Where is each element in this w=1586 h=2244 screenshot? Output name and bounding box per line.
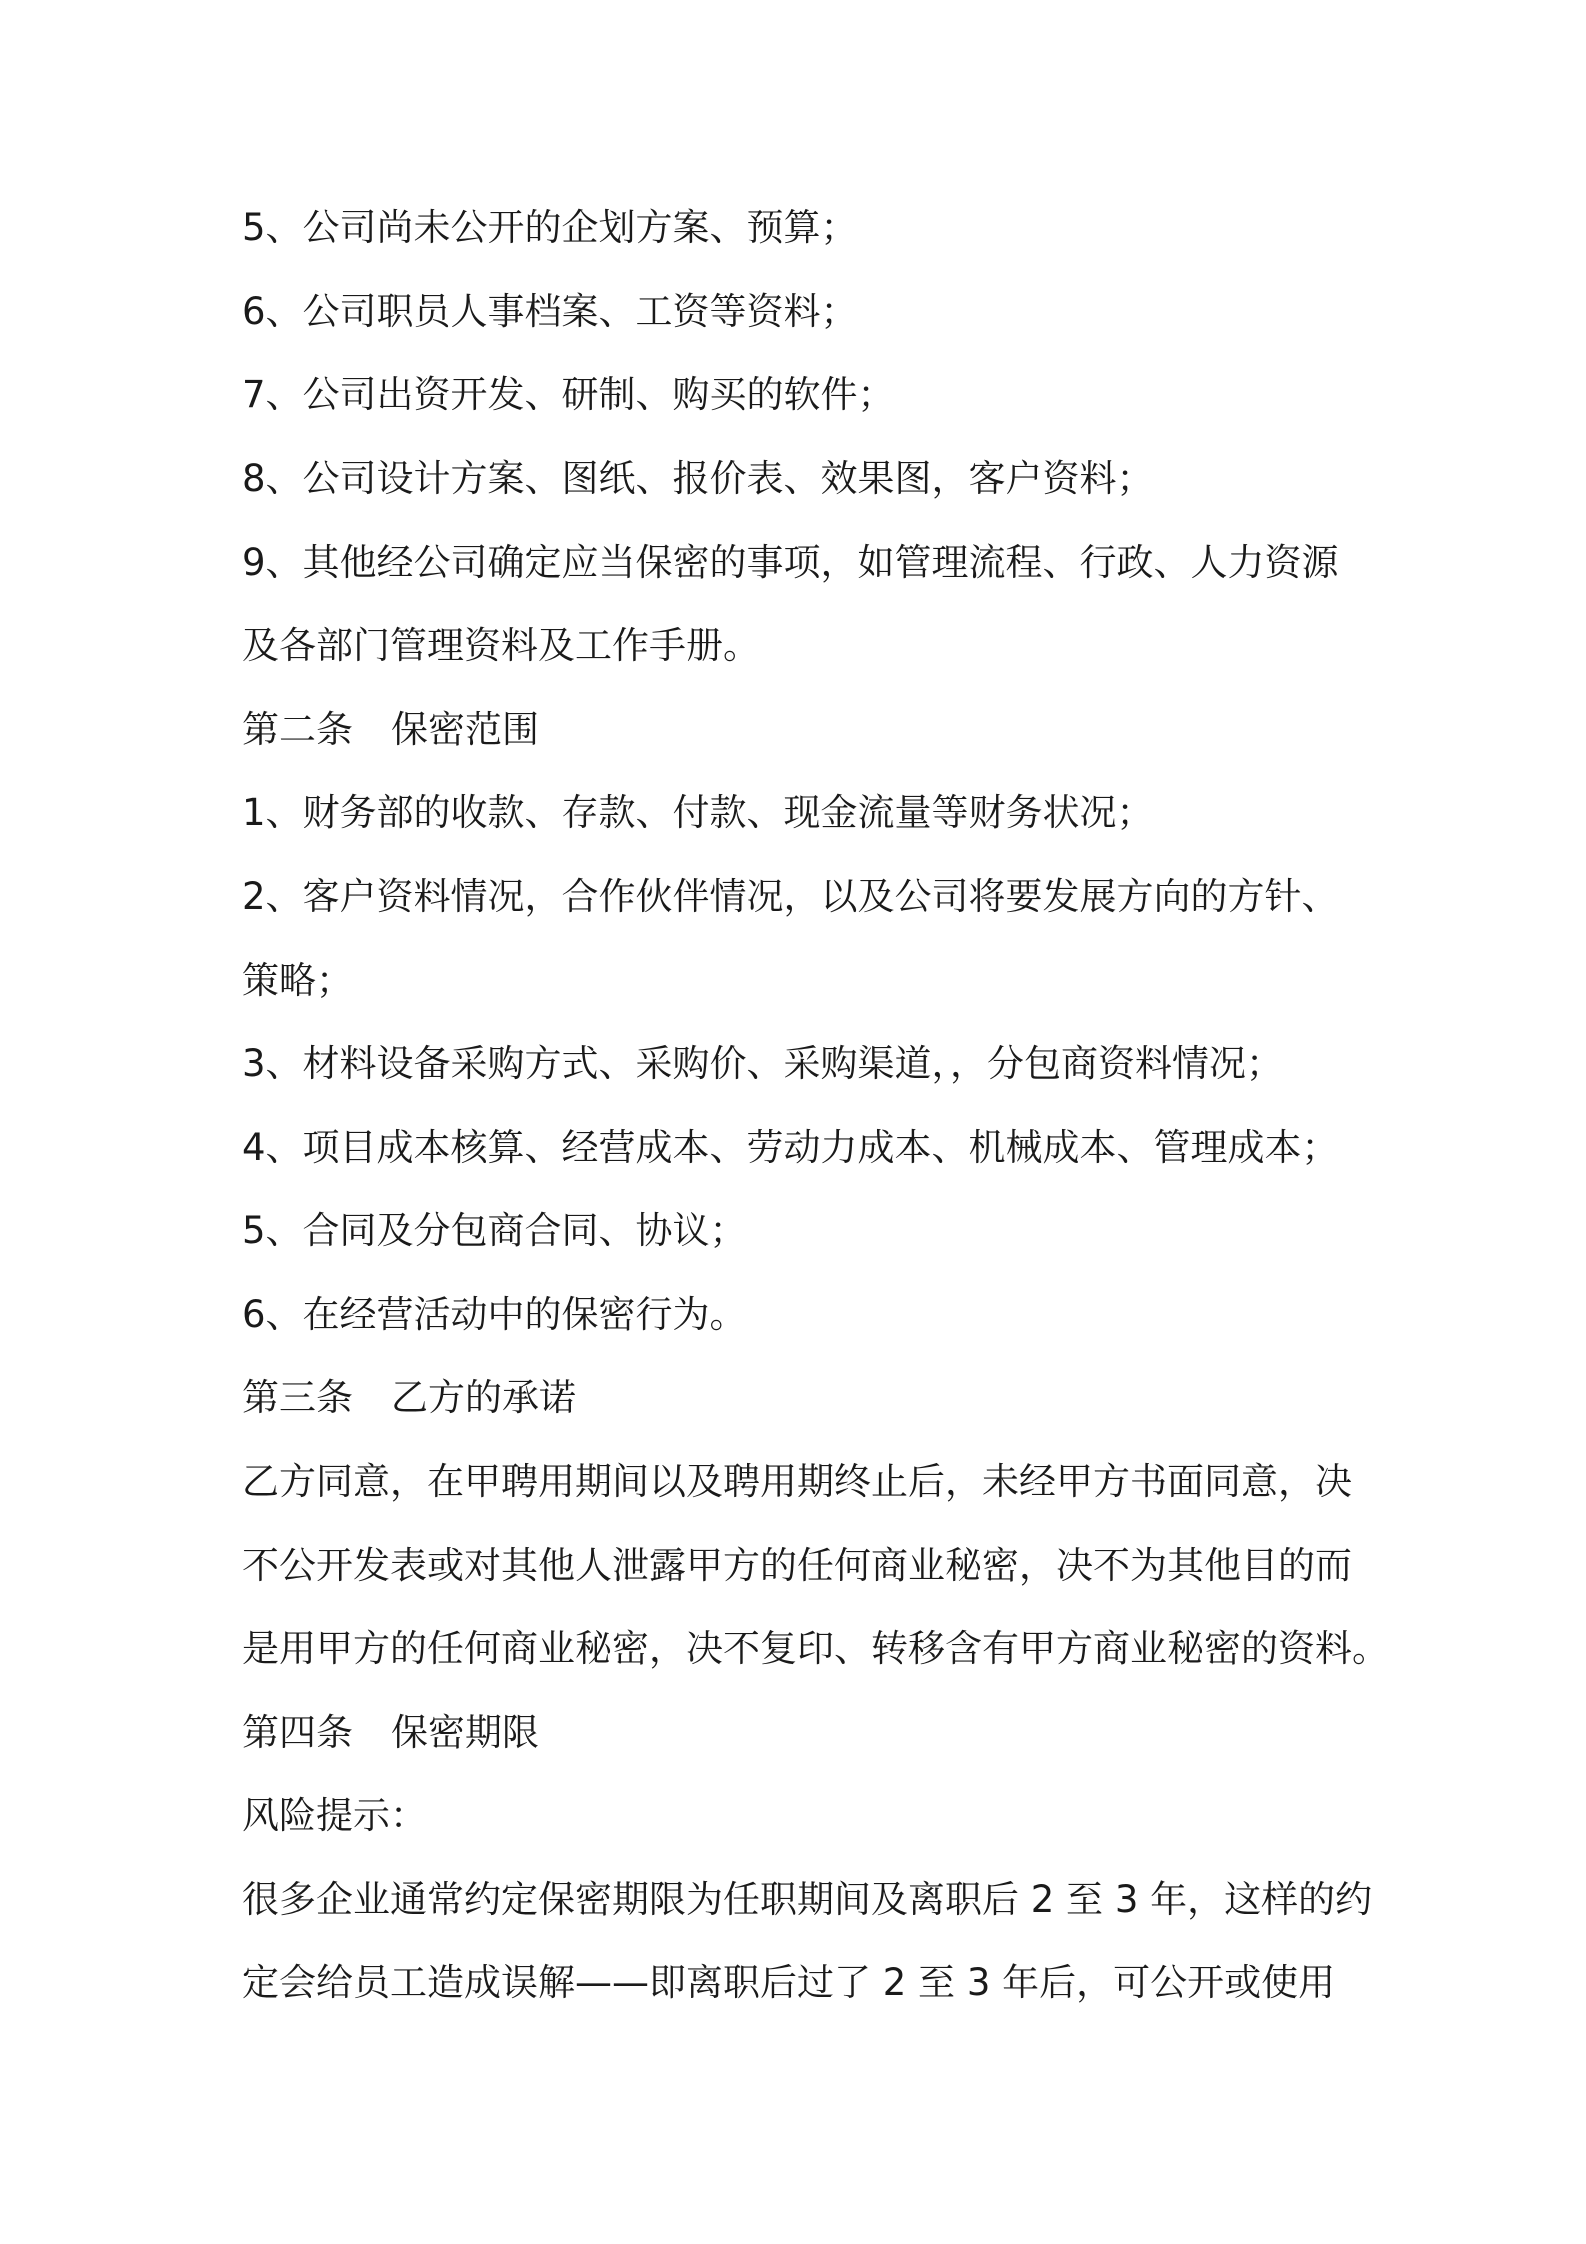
paragraph-line: 定会给员工造成误解——即离职后过了 2 至 3 年后，可公开或使用 xyxy=(242,1961,1336,2004)
list-item: 5、公司尚未公开的企划方案、预算； xyxy=(242,206,858,249)
paragraph-line: 很多企业通常约定保密期限为任职期间及离职后 2 至 3 年，这样的约 xyxy=(242,1878,1373,1921)
article-number: 第三条 xyxy=(242,1376,353,1419)
article-3-heading xyxy=(242,1375,1362,1421)
article-4-heading xyxy=(242,1710,1362,1756)
article-2-heading xyxy=(242,707,1362,753)
list-item: 8、公司设计方案、图纸、报价表、效果图，客户资料； xyxy=(242,457,1154,500)
article-number: 第四条 xyxy=(242,1711,353,1754)
list-item-continuation: 及各部门管理资料及工作手册。 xyxy=(242,624,760,667)
risk-label: 风险提示： xyxy=(242,1794,427,1837)
list-item: 5、合同及分包商合同、协议； xyxy=(242,1209,747,1252)
article-title: 保密期限 xyxy=(391,1711,539,1754)
list-item: 4、项目成本核算、经营成本、劳动力成本、机械成本、管理成本； xyxy=(242,1126,1339,1169)
list-item: 1、财务部的收款、存款、付款、现金流量等财务状况； xyxy=(242,791,1154,834)
article-number: 第二条 xyxy=(242,708,353,751)
list-item: 9、其他经公司确定应当保密的事项，如管理流程、行政、人力资源 xyxy=(242,541,1339,584)
paragraph-line: 是用甲方的任何商业秘密，决不复印、转移含有甲方商业秘密的资料。 xyxy=(242,1627,1389,1670)
article-title: 乙方的承诺 xyxy=(391,1376,576,1419)
list-item: 2、客户资料情况，合作伙伴情况，以及公司将要发展方向的方针、 xyxy=(242,875,1339,918)
paragraph-line: 乙方同意，在甲聘用期间以及聘用期终止后，未经甲方书面同意，决 xyxy=(242,1460,1352,1503)
list-item: 6、公司职员人事档案、工资等资料； xyxy=(242,290,858,333)
paragraph-line: 不公开发表或对其他人泄露甲方的任何商业秘密，决不为其他目的而 xyxy=(242,1544,1352,1587)
list-item: 7、公司出资开发、研制、购买的软件； xyxy=(242,373,895,416)
list-item-continuation: 策略； xyxy=(242,959,353,1002)
article-title: 保密范围 xyxy=(391,708,539,751)
list-item: 6、在经营活动中的保密行为。 xyxy=(242,1293,747,1336)
list-item: 3、材料设备采购方式、采购价、采购渠道，，分包商资料情况； xyxy=(242,1042,1284,1085)
